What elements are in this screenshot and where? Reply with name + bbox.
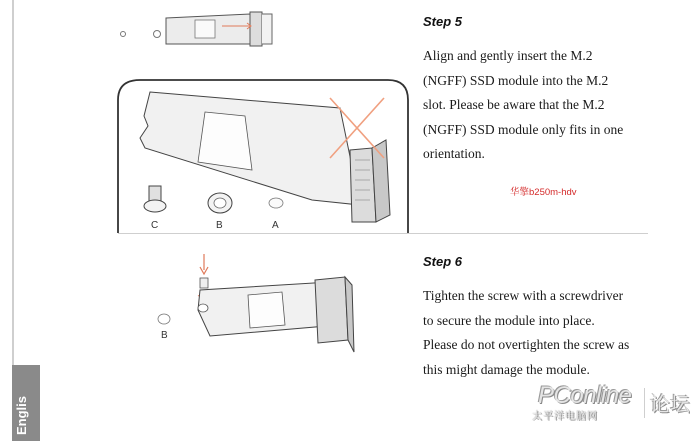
watermark-subtitle: 太平洋电脑网 [532,411,598,422]
step-6-line: to secure the module into place. [423,312,595,328]
position-label-c: C [151,220,159,231]
step-5-title: Step 5 [423,14,463,29]
step-5-line: slot. Please be aware that the M.2 [423,97,605,112]
step-5-line: Align and gently insert the M.2 [423,48,593,63]
step-5-line: orientation. [423,146,485,161]
position-label-a: A [272,220,279,231]
watermark-separator [644,388,645,418]
step-6-text [423,284,663,382]
red-watermark-text: 华擎b250m-hdv [510,187,577,198]
language-tab-label: Englis [14,395,29,435]
step-5-line: (NGFF) SSD module into the M.2 [423,72,609,88]
site-watermark [530,382,700,441]
step-5-line: (NGFF) SSD module only fits in one [423,121,624,137]
step5-overview-illustration [121,12,273,46]
position-label-b-step6: B [161,330,168,341]
step-6-line: Please do not overtighten the screw as [423,337,630,352]
step-5-text [423,44,653,167]
position-label-b: B [216,220,223,231]
watermark-forum: 论坛 [650,392,690,416]
step6-illustration [158,254,354,352]
step-6-title: Step 6 [423,254,463,269]
watermark-logo: PConline [538,382,632,409]
step-6-line: this might damage the module. [423,361,590,377]
step-6-line: Tighten the screw with a screwdriver [423,288,624,303]
section-divider [118,233,648,234]
step5-detail-illustration [118,80,408,233]
